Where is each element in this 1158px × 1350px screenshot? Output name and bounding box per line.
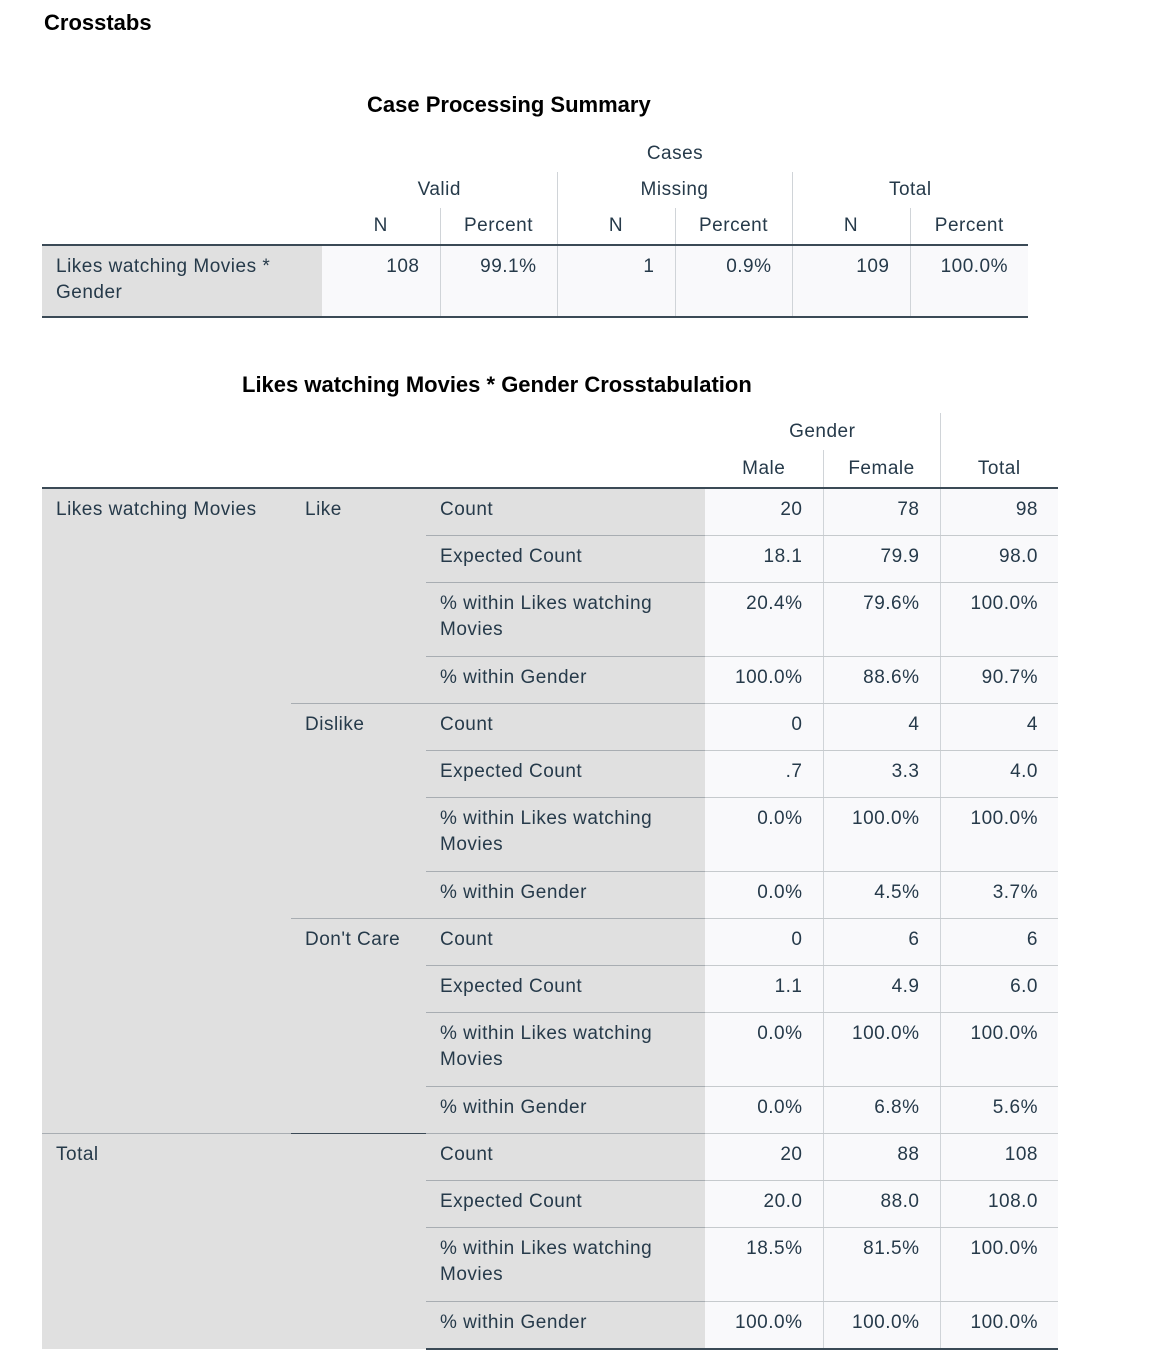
crosstab-cell: 100.0% <box>940 1013 1058 1087</box>
statistic-label: % within Gender <box>426 1087 705 1134</box>
crosstab-cell: 81.5% <box>823 1228 940 1302</box>
crosstab-cell: 79.9 <box>823 536 940 583</box>
statistic-label: % within Likes watching Movies <box>426 798 705 872</box>
crosstab-cell: 4 <box>823 704 940 751</box>
crosstab-cell: 0 <box>705 704 823 751</box>
crosstab-cell: 4.9 <box>823 966 940 1013</box>
case-processing-summary-table <box>42 136 1028 318</box>
summary-cell: 108 <box>322 245 440 317</box>
crosstab-cell: 100.0% <box>940 798 1058 872</box>
crosstab-cell: 100.0% <box>705 657 823 704</box>
crosstab-cell: 100.0% <box>823 1013 940 1087</box>
header-corner <box>42 208 322 245</box>
crosstab-cell: 98.0 <box>940 536 1058 583</box>
statistic-label: % within Likes watching Movies <box>426 1013 705 1087</box>
crosstab-row <box>42 488 1058 536</box>
statistic-label: % within Gender <box>426 872 705 919</box>
header-corner <box>42 413 705 450</box>
group-header-missing: Missing <box>557 172 792 208</box>
crosstab-cell: 88 <box>823 1134 940 1181</box>
statistic-label: Expected Count <box>426 1181 705 1228</box>
summary-cell: 109 <box>792 245 910 317</box>
crosstab-cell: 90.7% <box>940 657 1058 704</box>
statistic-label: % within Gender <box>426 1302 705 1350</box>
group-header-total: Total <box>888 179 932 200</box>
crosstab-cell: 6.0 <box>940 966 1058 1013</box>
category-label: Don't Care <box>291 919 426 1134</box>
header-corner <box>42 172 322 208</box>
summary-title: Case Processing Summary <box>367 92 651 117</box>
summary-cell: 100.0% <box>910 245 1028 317</box>
crosstab-cell: .7 <box>705 751 823 798</box>
category-label: Like <box>291 488 426 704</box>
crosstab-cell: 20 <box>705 488 823 536</box>
crosstab-cell: 0.0% <box>705 1087 823 1134</box>
statistic-label: Count <box>426 488 705 536</box>
crosstab-cell: 100.0% <box>823 1302 940 1350</box>
crosstab-cell: 4 <box>940 704 1058 751</box>
crosstab-cell: 108 <box>940 1134 1058 1181</box>
crosstabulation-table <box>42 413 1058 1350</box>
header-corner <box>42 136 322 172</box>
subcol-header: Percent <box>440 208 557 245</box>
crosstab-cell: 100.0% <box>940 583 1058 657</box>
statistic-label: Expected Count <box>426 751 705 798</box>
subcol-header: N <box>792 208 910 245</box>
crosstab-cell: 4.5% <box>823 872 940 919</box>
section-heading: Crosstabs <box>44 10 152 35</box>
col-header-male: Male <box>705 450 823 488</box>
subcol-header: Percent <box>675 208 792 245</box>
summary-cell: 1 <box>557 245 675 317</box>
statistic-label: Expected Count <box>426 966 705 1013</box>
statistic-label: % within Likes watching Movies <box>426 583 705 657</box>
header-corner <box>42 450 705 488</box>
crosstab-cell: 3.3 <box>823 751 940 798</box>
crosstab-cell: 1.1 <box>705 966 823 1013</box>
crosstab-cell: 108.0 <box>940 1181 1058 1228</box>
crosstab-cell: 6 <box>940 919 1058 966</box>
summary-row-label: Likes watching Movies * Gender <box>42 245 322 317</box>
subcol-header: Percent <box>910 208 1028 245</box>
crosstab-cell: 18.5% <box>705 1228 823 1302</box>
summary-cell: 99.1% <box>440 245 557 317</box>
total-row-label: Total <box>42 1134 426 1350</box>
crosstab-row <box>42 1134 1058 1181</box>
cases-header: Cases <box>646 143 704 164</box>
crosstab-cell: 0.0% <box>705 798 823 872</box>
crosstab-cell: 6.8% <box>823 1087 940 1134</box>
crosstab-title: Likes watching Movies * Gender Crosstabulation <box>242 372 752 397</box>
crosstab-cell: 0.0% <box>705 1013 823 1087</box>
statistic-label: % within Gender <box>426 657 705 704</box>
statistic-label: Count <box>426 1134 705 1181</box>
col-header-total: Total <box>940 450 1058 488</box>
statistic-label: Count <box>426 919 705 966</box>
crosstab-cell: 5.6% <box>940 1087 1058 1134</box>
category-label: Dislike <box>291 704 426 919</box>
crosstab-cell: 4.0 <box>940 751 1058 798</box>
statistic-label: % within Likes watching Movies <box>426 1228 705 1302</box>
crosstab-cell: 88.6% <box>823 657 940 704</box>
crosstab-cell: 18.1 <box>705 536 823 583</box>
statistic-label: Count <box>426 704 705 751</box>
col-header-female: Female <box>823 450 940 488</box>
subcol-header: N <box>322 208 440 245</box>
statistic-label: Expected Count <box>426 536 705 583</box>
group-header-valid: Valid <box>322 172 557 208</box>
subcol-header: N <box>557 208 675 245</box>
header-corner <box>940 413 1058 450</box>
crosstab-cell: 79.6% <box>823 583 940 657</box>
crosstab-cell: 100.0% <box>705 1302 823 1350</box>
crosstab-cell: 6 <box>823 919 940 966</box>
crosstab-cell: 20.4% <box>705 583 823 657</box>
crosstab-cell: 20.0 <box>705 1181 823 1228</box>
crosstab-cell: 100.0% <box>940 1228 1058 1302</box>
gender-header: Gender <box>789 420 856 442</box>
crosstab-cell: 100.0% <box>823 798 940 872</box>
crosstab-cell: 98 <box>940 488 1058 536</box>
crosstab-cell: 88.0 <box>823 1181 940 1228</box>
crosstab-cell: 0 <box>705 919 823 966</box>
crosstab-cell: 100.0% <box>940 1302 1058 1350</box>
crosstab-cell: 20 <box>705 1134 823 1181</box>
crosstab-cell: 78 <box>823 488 940 536</box>
row-variable-label: Likes watching Movies <box>42 488 291 1134</box>
summary-cell: 0.9% <box>675 245 792 317</box>
crosstab-cell: 0.0% <box>705 872 823 919</box>
crosstab-cell: 3.7% <box>940 872 1058 919</box>
